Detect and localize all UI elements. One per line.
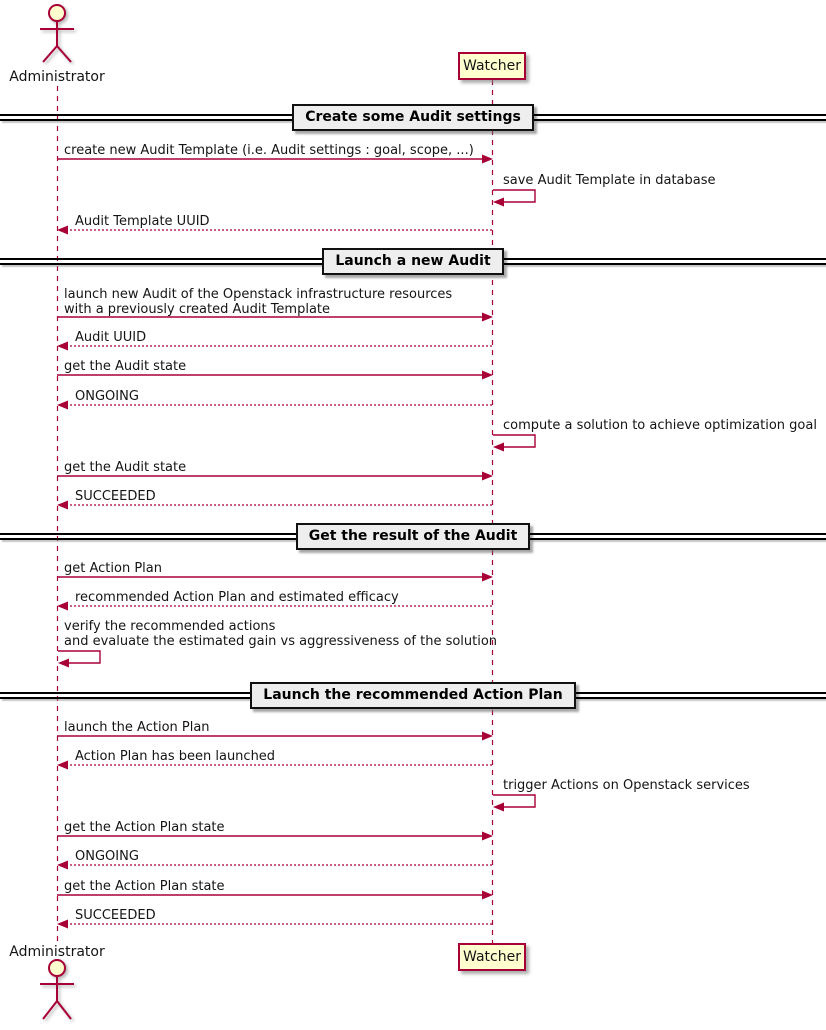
message-label-get-audit-state-1: get the Audit state xyxy=(64,359,187,374)
divider-line-right xyxy=(504,258,826,265)
message-line-2: and evaluate the estimated gain vs aggressiveness of the solution xyxy=(64,634,498,649)
message-label-audit-template-uuid: Audit Template UUID xyxy=(75,214,210,229)
watcher-label-top: Watcher xyxy=(463,58,521,74)
message-line-2: with a previously created Audit Template xyxy=(64,302,331,317)
watcher-participant-box-bottom xyxy=(458,943,526,971)
divider-create-audit-settings xyxy=(0,104,826,130)
divider-line-left xyxy=(0,258,322,265)
message-label-create-audit-template: create new Audit Template (i.e. Audit settings : goal, scope, ...) xyxy=(64,143,474,158)
message-label-ongoing-1: ONGOING xyxy=(75,389,139,404)
self-arrow-m16 xyxy=(493,795,535,812)
message-label-get-action-plan: get Action Plan xyxy=(64,561,162,576)
message-label-action-plan-launched: Action Plan has been launched xyxy=(75,749,276,764)
message-label-trigger-actions: trigger Actions on Openstack services xyxy=(503,778,750,793)
divider-title: Get the result of the Audit xyxy=(296,523,531,550)
divider-title: Create some Audit settings xyxy=(292,104,534,131)
message-label-succeeded-2: SUCCEEDED xyxy=(75,908,156,923)
message-label-get-action-plan-state-2: get the Action Plan state xyxy=(64,879,225,894)
divider-line-left xyxy=(0,533,296,540)
message-label-launch-new-audit xyxy=(64,287,452,317)
watcher-participant-box-top xyxy=(458,52,526,80)
message-label-launch-action-plan: launch the Action Plan xyxy=(64,720,210,735)
administrator-label-bottom: Administrator xyxy=(9,944,105,960)
divider-line-left xyxy=(0,692,250,699)
message-label-succeeded-1: SUCCEEDED xyxy=(75,489,156,504)
divider-line-right xyxy=(534,114,826,121)
divider-line-right xyxy=(530,533,826,540)
divider-title: Launch a new Audit xyxy=(322,248,503,275)
message-label-get-audit-state-2: get the Audit state xyxy=(64,460,187,475)
divider-title: Launch the recommended Action Plan xyxy=(250,682,575,709)
message-label-compute-solution: compute a solution to achieve optimization goal xyxy=(503,418,817,433)
message-label-save-audit-template: save Audit Template in database xyxy=(503,173,716,188)
divider-line-right xyxy=(576,692,826,699)
message-label-audit-uuid: Audit UUID xyxy=(75,330,147,345)
message-label-recommended-action-plan: recommended Action Plan and estimated efficacy xyxy=(75,590,399,605)
watcher-label-bottom: Watcher xyxy=(463,949,521,965)
self-arrow-m8 xyxy=(493,435,535,452)
message-line-1: launch new Audit of the Openstack infrastructure resources xyxy=(64,287,453,302)
self-arrow-m2 xyxy=(493,190,535,207)
message-label-get-action-plan-state-1: get the Action Plan state xyxy=(64,820,225,835)
lifelines xyxy=(58,80,493,943)
administrator-actor-icon-top xyxy=(40,5,74,62)
message-label-verify-actions xyxy=(64,619,497,649)
self-arrow-m13 xyxy=(58,651,100,668)
divider-get-result-of-audit xyxy=(0,523,826,549)
message-line-1: verify the recommended actions xyxy=(64,619,276,634)
divider-line-left xyxy=(0,114,292,121)
divider-launch-recommended-action-plan xyxy=(0,682,826,708)
administrator-actor-icon-bottom xyxy=(40,960,74,1019)
message-label-ongoing-2: ONGOING xyxy=(75,849,139,864)
divider-launch-new-audit xyxy=(0,248,826,274)
administrator-label-top: Administrator xyxy=(9,69,105,85)
